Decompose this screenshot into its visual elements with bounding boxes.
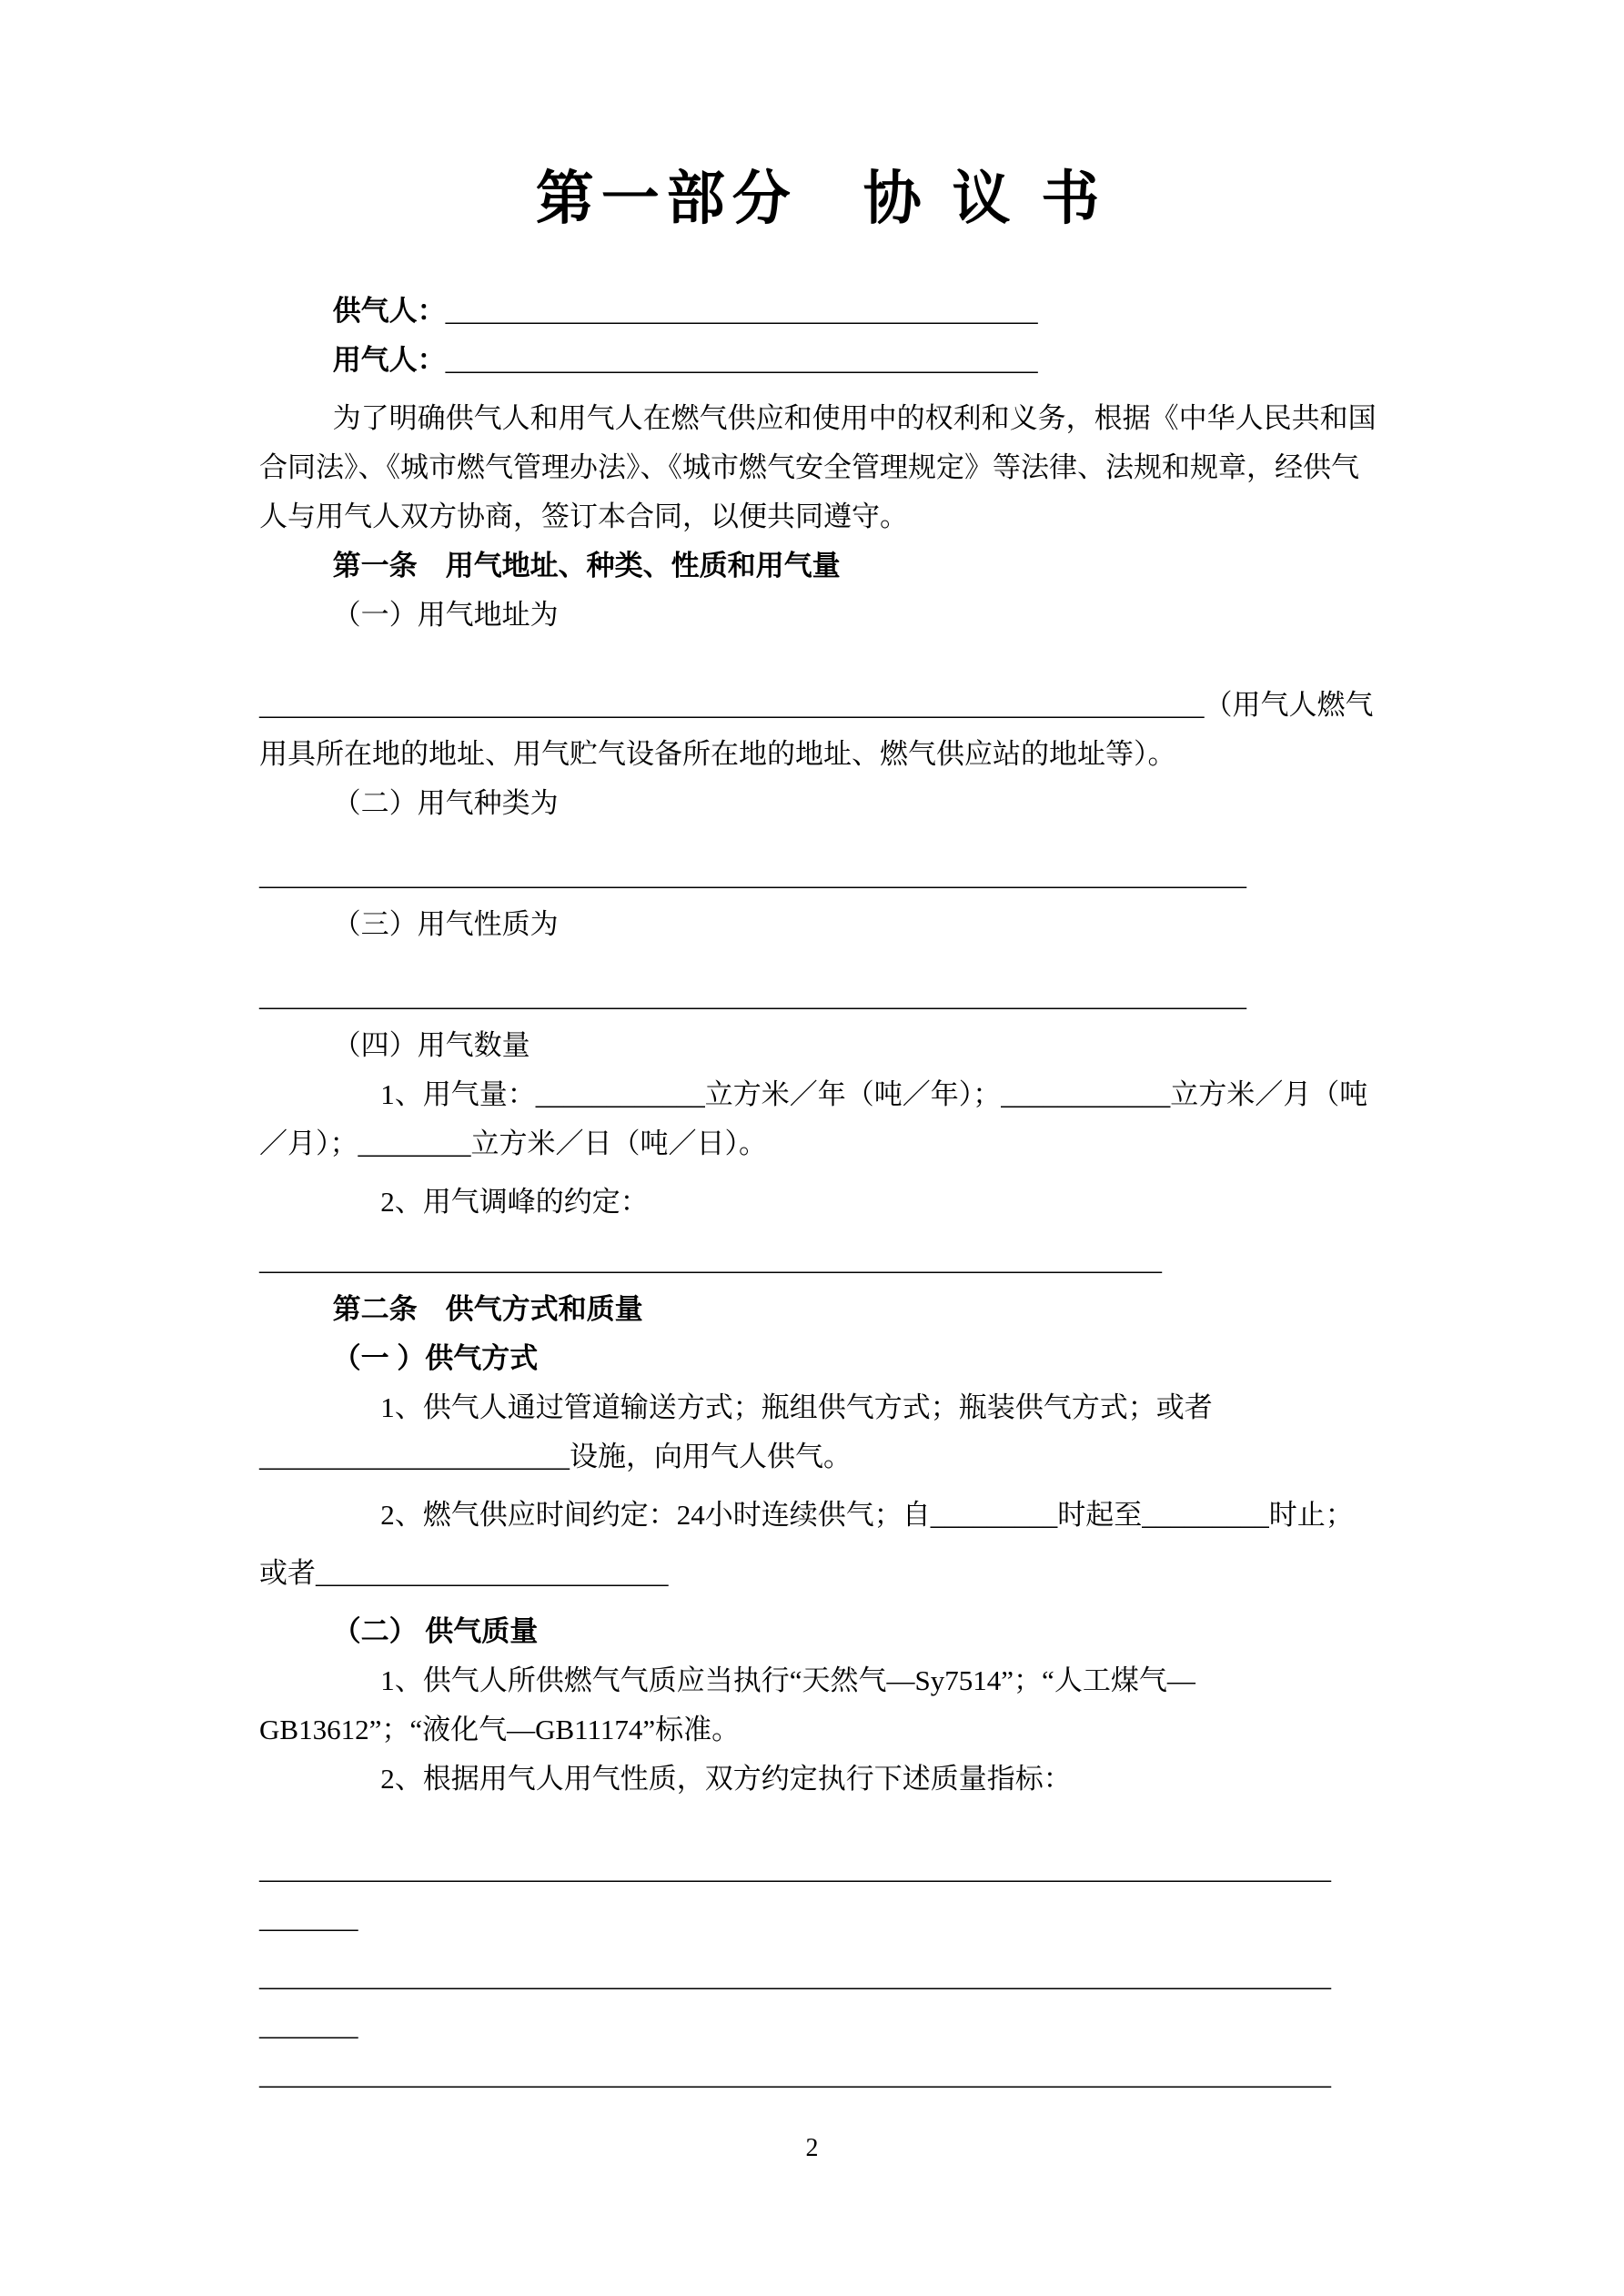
preamble-paragraph: 为了明确供气人和用气人在燃气供应和使用中的权利和义务，根据《中华人民共和国合同法》、《城市燃气管理办法》、《城市燃气安全管理规定》等法律、法规和规章，经供气人与用气人双方协商，签订本合同，以便共同遵守。 xyxy=(259,401,1377,532)
quality-blank-line-1: ____________________________________________________________________________ xyxy=(259,1852,1331,1885)
article1-item3-blank: ______________________________________________________________________ xyxy=(259,979,1246,1012)
quality-blank-line-4: _______ xyxy=(259,2008,358,2041)
article1-item4-label: （四）用气数量 xyxy=(332,1028,530,1061)
user-row xyxy=(259,336,1383,385)
user-blank-line: __________________________________________ xyxy=(445,343,1038,376)
article1-item2-blank: ______________________________________________________________________ xyxy=(259,858,1246,891)
article2-sec1-heading: （一 ）供气方式 xyxy=(332,1341,539,1374)
quality-blank-line-3: ____________________________________________________________________________ xyxy=(259,1959,1331,1992)
user-label: 用气人： xyxy=(332,343,446,376)
supplier-label: 供气人： xyxy=(332,294,446,327)
article1-item1-label: （一）用气地址为 xyxy=(332,598,559,631)
article1-item4-usage-line: 1、用气量：____________立方米／年（吨／年）；____________立方米／月（吨／月）；________立方米／日（吨／日）。 xyxy=(259,1077,1368,1159)
article2-sec1-item1-cont: ______________________设施，向用气人供气。 xyxy=(259,1440,852,1472)
article1-item4-peak-blank: ________________________________________________________________ xyxy=(259,1243,1162,1276)
article2-sec2-item1: 1、供气人所供燃气气质应当执行“天然气—Sy7514”；“人工煤气—GB13612”；“液化气—GB11174”标准。 xyxy=(259,1664,1195,1745)
article2-sec2-item2: 2、根据用气人用气性质，双方约定执行下述质量指标： xyxy=(380,1762,1072,1795)
article1-item3-label: （三）用气性质为 xyxy=(332,907,559,940)
document-title: 第一部分 协 议 书 xyxy=(535,166,1107,231)
article1-item4-peak-label: 2、用气调峰的约定： xyxy=(380,1185,649,1218)
quality-blank-line-5: ____________________________________________________________________________ xyxy=(259,2058,1331,2090)
article2-sec2-heading: （二） 供气质量 xyxy=(332,1614,539,1647)
supplier-row xyxy=(259,287,1383,336)
supplier-blank-line: __________________________________________ xyxy=(445,294,1038,327)
quality-blank-line-2: _______ xyxy=(259,1901,358,1934)
article1-item2-label: （二）用气种类为 xyxy=(332,786,559,819)
article2-heading: 第二条 供气方式和质量 xyxy=(332,1292,643,1325)
article2-sec1-item2-cont: 或者_________________________ xyxy=(259,1556,669,1589)
article1-item1-blank: ___________________________________________________________________（用气人燃气用具所在地的地址、用气贮气设备所在地的地址、燃气供应站的地址等）。 xyxy=(259,688,1374,770)
article2-sec1-item1: 1、供气人通过管道输送方式；瓶组供气方式；瓶装供气方式；或者 xyxy=(380,1391,1213,1423)
article2-sec1-item2: 2、燃气供应时间约定：24小时连续供气；自_________时起至_________时止； xyxy=(380,1498,1354,1531)
article1-heading: 第一条 用气地址、种类、性质和用气量 xyxy=(332,549,841,582)
page-number: 2 xyxy=(805,2134,819,2162)
